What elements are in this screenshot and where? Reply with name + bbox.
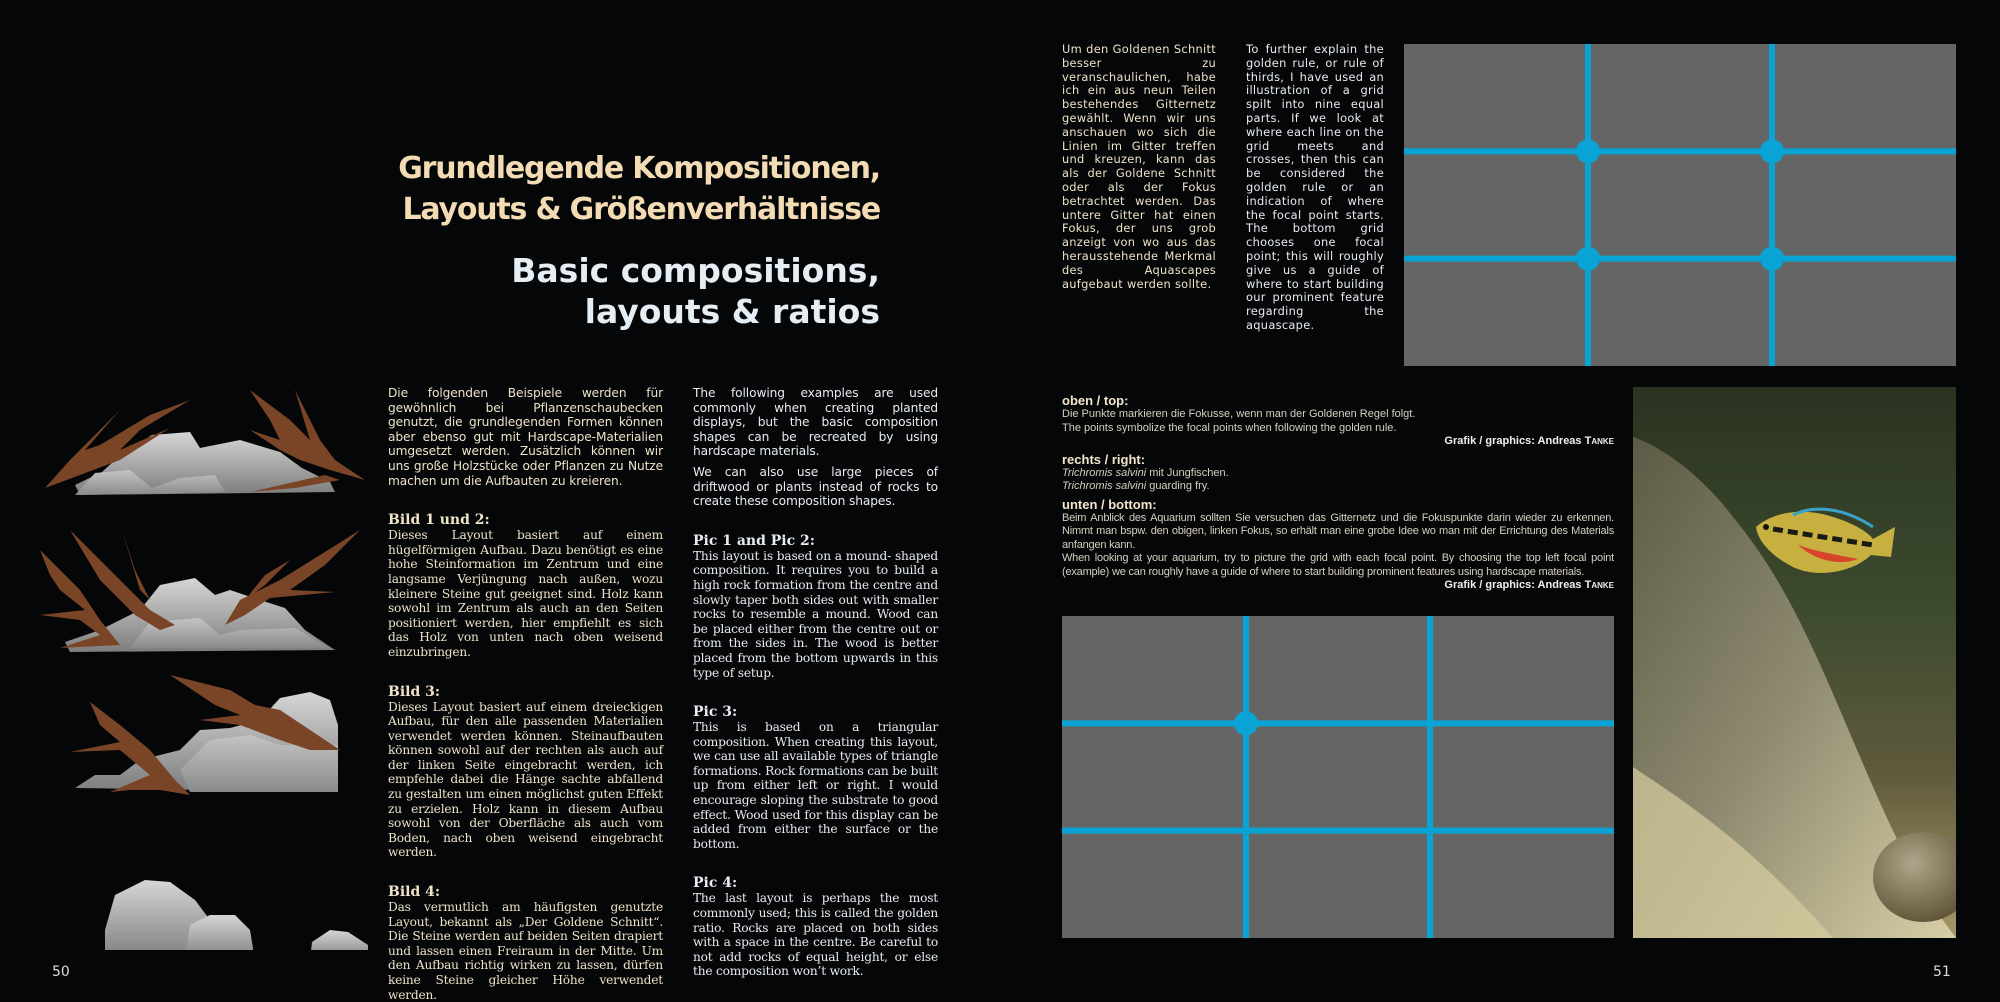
heading-bild-3: Bild 3:	[388, 683, 441, 700]
caption-top-german: Die Punkte markieren die Fokusse, wenn man der Goldenen Regel folgt.	[1062, 408, 1416, 420]
driftwood-shape	[40, 550, 120, 648]
rock-shape	[310, 930, 368, 950]
text-pic-4: The last layout is perhaps the most commonly used; this is called the golden ratio. Rocks are placed on both sides with a space in the centre. Be careful to not add rocks of equal height, or else the composition won’t work.	[693, 891, 938, 979]
intro-english-1: The following examples are used commonly when creating planted displays, but the basic composition shapes can be recreated by using hardscape materials.	[693, 386, 938, 459]
title-english	[430, 250, 880, 332]
illustration-pic-4	[105, 880, 368, 950]
text-bild-4: Das vermutlich am häufigsten genutzte Layout, bekannt als „Der Goldene Schnitt“. Die Steine werden auf beiden Seiten drapiert und lassen einen Freiraum in der Mitte. Um den Aufbau richtig wirken zu lassen, dürfen keine Steine gleicher Höhe verwendet werden.	[388, 900, 663, 1002]
caption-top-english: The points symbolize the focal points when following the golden rule.	[1062, 421, 1397, 434]
species-name: Trichromis salvini	[1062, 466, 1147, 479]
caption-top-heading: oben / top:	[1062, 393, 1129, 408]
caption-credit-bottom	[1062, 579, 1614, 593]
intro-german: Die folgenden Beispiele werden für gewöhnlich bei Pflanzenschaubecken genutzt, die grundlegenden Formen können aber ebenso gut mit Hardscape-Materialien umgesetzt werden. Zusätzlich können wir uns große Holzstücke oder Pflanzen zu Nutze machen um die Aufbauten zu kreieren.	[388, 386, 663, 488]
title-en-line-2: layouts & ratios	[584, 292, 880, 331]
page-number-right: 51	[1933, 964, 1951, 980]
focal-point	[1760, 247, 1784, 271]
composition-illustrations	[40, 380, 380, 950]
caption-right-german	[1062, 467, 1614, 481]
text-bild-1-2: Dieses Layout basiert auf einem hügelförmigen Aufbau. Dazu benötigt es eine hohe Steinformation im Zentrum und eine langsame Verjüngung nach außen, wozu kleinere Steine gut geeignet sind. Holz kann sowohl im Zentrum als auch an den Seiten positioniert werden, hier empfiehlt es sich das Holz von unten nach oben weisend einzubringen.	[388, 528, 663, 659]
grid-background	[1062, 616, 1614, 938]
caption-right-english-rest: guarding fry.	[1146, 480, 1210, 492]
captions	[1062, 393, 1614, 593]
fish-eye	[1763, 524, 1769, 530]
title-german	[330, 148, 880, 230]
illustration-pic-2	[40, 530, 360, 652]
illustration-pic-3	[70, 675, 340, 795]
aquarium-photo-trichromis-salvini	[1633, 387, 1956, 938]
rule-of-thirds-grid-top	[1404, 44, 1956, 366]
rule-of-thirds-grid-bottom	[1062, 616, 1614, 938]
credit-name: Tanke	[1584, 579, 1614, 591]
heading-pic-1-2: Pic 1 and Pic 2:	[693, 532, 815, 549]
species-name: Trichromis salvini	[1062, 480, 1147, 492]
credit-name: Tanke	[1584, 435, 1614, 447]
text-pic-3: This is based on a triangular composition. When creating this layout, we can use all available types of triangle formations. Rock formations can be built up from either left or right. I would encourage sloping the substrate to good effect. Wood used for this display can be added from either the surface or the bottom.	[693, 720, 938, 851]
page-number-left: 50	[52, 964, 70, 980]
german-column	[388, 386, 663, 1002]
caption-right-english	[1062, 480, 1614, 494]
caption-credit-top	[1062, 435, 1614, 449]
caption-right-heading: rechts / right:	[1062, 451, 1146, 467]
caption-bottom-heading: unten / bottom:	[1062, 496, 1157, 512]
caption-bottom-english: When looking at your aquarium, try to picture the grid with each focal point. By choosing the top left focal point (example) we can roughly have a guide of where to start building prominent features using hardscape materials.	[1062, 552, 1614, 578]
heading-pic-4: Pic 4:	[693, 875, 738, 892]
credit-prefix: Grafik / graphics: Andreas	[1444, 579, 1585, 591]
focal-point	[1760, 139, 1784, 163]
heading-pic-3: Pic 3:	[693, 704, 738, 721]
caption-right-german-rest: mit Jungfischen.	[1146, 466, 1229, 479]
illustration-pic-1	[45, 390, 365, 495]
title-en-line-1: Basic compositions,	[511, 251, 880, 290]
golden-ratio-text-english: To further explain the golden rule, or rule of thirds, I have used an illustration of a grid spilt into nine equal parts. If we look at where each line on the grid meets and crosses, then this can be considered the golden rule or an indication of where the focal point starts. The bottom grid chooses one focal point; this will roughly give us a guide of where to start building our prominent feature regarding the aquascape.	[1246, 42, 1384, 332]
title-de-line-2: Layouts & Größenverhältnisse	[402, 192, 880, 227]
driftwood-shape	[225, 530, 360, 625]
focal-point	[1234, 711, 1258, 735]
focal-point	[1576, 247, 1600, 271]
grid-background	[1404, 44, 1956, 366]
title-de-line-1: Grundlegende Kompositionen,	[398, 151, 880, 186]
credit-prefix: Grafik / graphics: Andreas	[1444, 435, 1585, 447]
intro-english-2: We can also use large pieces of driftwood or plants instead of rocks to create these composition shapes.	[693, 464, 938, 509]
text-pic-1-2: This layout is based on a mound- shaped composition. It requires you to build a high rock formation from the centre and slowly taper both sides out with smaller rocks to resemble a mound. Wood can be placed either from the centre out or from the sides in. The wood is better placed from the bottom upwards in this type of setup.	[693, 548, 938, 680]
caption-bottom-german: Beim Anblick des Aquarium sollten Sie versuchen das Gitternetz und die Fokuspunkte darin wieder zu erkennen. Nimmt man bspw. den obigen, linken Fokus, so erhält man eine grobe Idee wo man mit der Errichtung des Materials anfangen kann.	[1062, 511, 1614, 551]
english-column	[693, 386, 938, 979]
focal-point	[1576, 139, 1600, 163]
heading-bild-1-2: Bild 1 und 2:	[388, 512, 490, 529]
heading-bild-4: Bild 4:	[388, 884, 441, 901]
text-bild-3: Dieses Layout basiert auf einem dreieckigen Aufbau, für den alle passenden Materialien verwendet werden können. Steinaufbauten können sowohl auf der rechten als auch auf der linken Seite eingebracht werden, ich empfehle dabei die Hänge sachte abfallend zu gestalten um einen möglichst guten Effekt zu erzielen. Holz kann in diesem Aufbau sowohl von der Oberfläche als auch vom Boden, nach oben weisend eingebracht werden.	[388, 699, 663, 860]
golden-ratio-text-german: Um den Goldenen Schnitt besser zu veranschaulichen, habe ich ein aus neun Teilen bestehendes Gitternetz gewählt. Wenn wir uns anschauen wo sich die Linien im Gitter treffen und kreuzen, kann das als der Goldene Schnitt oder als der Fokus betrachtet werden. Das untere Gitter hat einen Fokus, der uns grob anzeigt von wo aus das herausstehende Merkmal des Aquascapes aufgebaut werden sollte.	[1062, 42, 1216, 291]
